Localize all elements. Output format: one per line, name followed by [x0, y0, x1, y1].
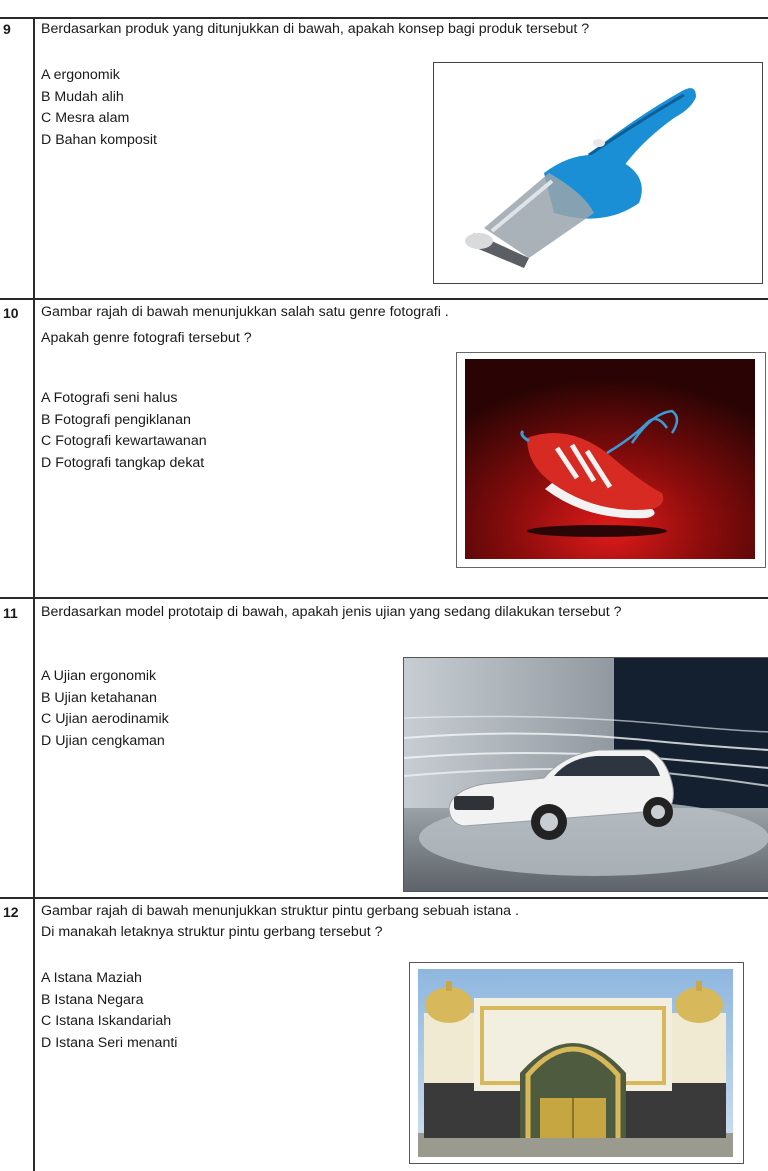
- option-b[interactable]: B Fotografi pengiklanan: [41, 411, 191, 428]
- option-d[interactable]: D Istana Seri menanti: [41, 1034, 178, 1051]
- divider-q12: [0, 897, 768, 899]
- option-c[interactable]: C Mesra alam: [41, 110, 130, 126]
- option-d[interactable]: D Bahan komposit: [41, 131, 157, 148]
- question-text: [41, 302, 758, 349]
- sneaker-image: [456, 352, 766, 568]
- option-b[interactable]: B Ujian ketahanan: [41, 689, 157, 706]
- number-column-rule: [33, 18, 35, 1171]
- question-text: [41, 901, 758, 943]
- vacuum-image: [433, 62, 763, 284]
- option-b[interactable]: B Istana Negara: [41, 991, 144, 1008]
- option-list: [41, 666, 169, 752]
- option-b[interactable]: B Mudah alih: [41, 88, 124, 105]
- question-text: [41, 19, 758, 40]
- option-c[interactable]: C Istana Iskandariah: [41, 1013, 172, 1029]
- option-c[interactable]: C Ujian aerodinamik: [41, 711, 169, 727]
- palace-gate-image: [409, 962, 744, 1164]
- question-line: Gambar rajah di bawah menunjukkan struktur pintu gerbang sebuah istana .: [41, 903, 519, 919]
- question-line: Berdasarkan produk yang ditunjukkan di bawah, apakah konsep bagi produk tersebut ?: [41, 21, 590, 37]
- question-number: 11: [3, 605, 18, 621]
- option-list: [41, 388, 207, 474]
- question-line: Gambar rajah di bawah menunjukkan salah satu genre fotografi .: [41, 304, 449, 320]
- option-d[interactable]: D Ujian cengkaman: [41, 732, 165, 749]
- question-line: Berdasarkan model prototaip di bawah, apakah jenis ujian yang sedang dilakukan tersebut ?: [41, 604, 622, 620]
- option-a[interactable]: A Ujian ergonomik: [41, 668, 157, 684]
- question-text: [41, 602, 758, 623]
- question-number: 12: [3, 904, 19, 920]
- option-list: [41, 968, 177, 1054]
- question-number: 10: [3, 305, 19, 321]
- wind-tunnel-image: [403, 657, 768, 892]
- option-a[interactable]: A Fotografi seni halus: [41, 390, 178, 406]
- option-a[interactable]: A ergonomik: [41, 67, 120, 83]
- option-a[interactable]: A Istana Maziah: [41, 970, 142, 986]
- option-c[interactable]: C Fotografi kewartawanan: [41, 433, 207, 449]
- divider-q10: [0, 298, 768, 300]
- option-d[interactable]: D Fotografi tangkap dekat: [41, 454, 205, 471]
- option-list: [41, 65, 157, 151]
- question-number: 9: [3, 21, 11, 37]
- divider-q11: [0, 597, 768, 599]
- question-line: Apakah genre fotografi tersebut ?: [41, 330, 252, 346]
- question-line: Di manakah letaknya struktur pintu gerbang tersebut ?: [41, 924, 383, 940]
